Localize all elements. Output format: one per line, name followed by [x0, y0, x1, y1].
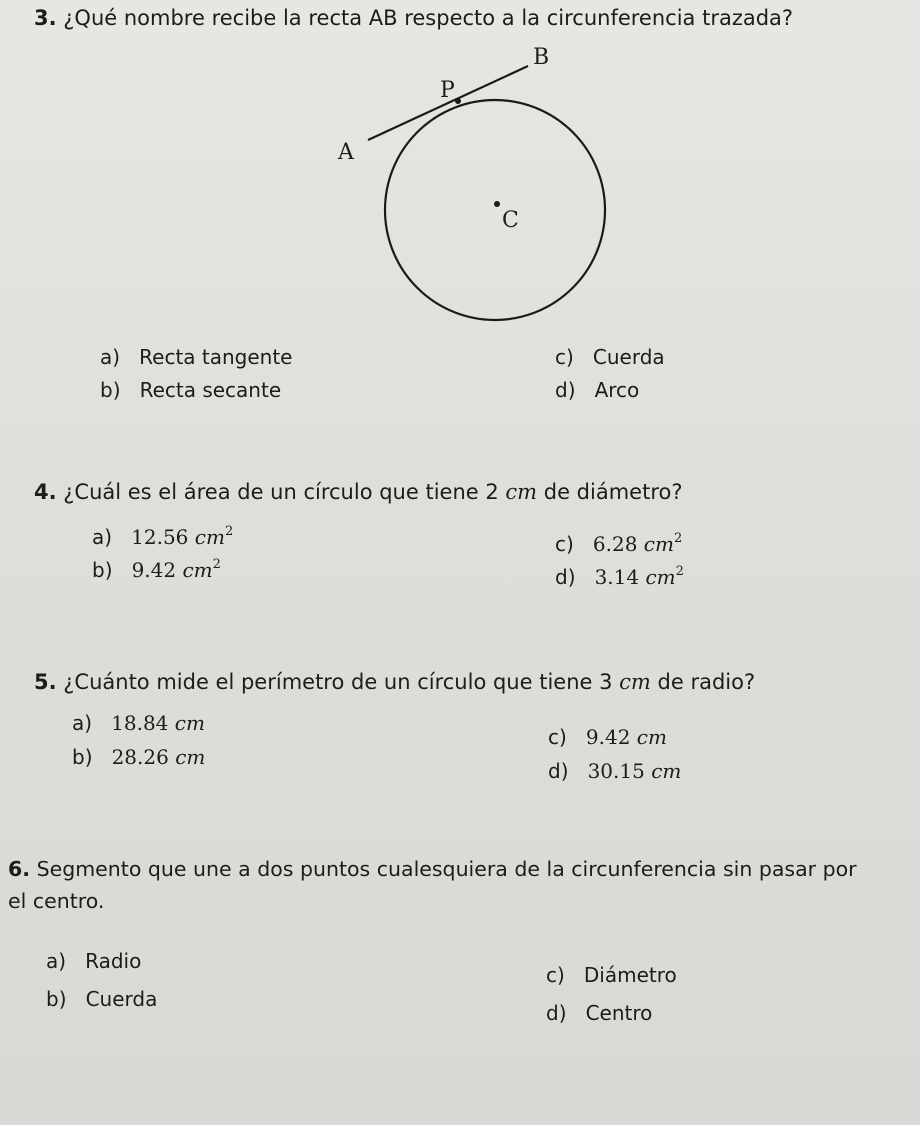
q4-option-c-letter: c)	[555, 532, 574, 556]
label-b: B	[533, 45, 550, 70]
q4-option-c[interactable]	[555, 531, 682, 557]
q4-option-d-letter: d)	[555, 565, 576, 589]
q4-option-b[interactable]	[92, 557, 221, 583]
circumference	[385, 100, 605, 320]
q6-option-b[interactable]	[46, 986, 157, 1012]
question-6	[8, 855, 857, 883]
question-6-number: 6.	[8, 857, 31, 881]
q6-option-d-letter: d)	[546, 1001, 567, 1025]
q4-option-a-exponent: 2	[224, 524, 234, 539]
q3-option-c[interactable]	[555, 344, 665, 370]
question-4-unit: cm	[505, 480, 538, 504]
q6-option-d-text: Centro	[585, 1001, 653, 1025]
q5-option-d-unit: cm	[651, 759, 682, 783]
q5-option-b-letter: b)	[72, 745, 93, 769]
label-c: C	[502, 208, 519, 233]
question-6-line2: el centro.	[8, 889, 105, 913]
point-p	[455, 98, 461, 104]
question-4-number: 4.	[34, 480, 57, 504]
q6-option-b-text: Cuerda	[85, 987, 158, 1011]
q5-option-a-letter: a)	[72, 711, 93, 735]
q5-option-b[interactable]	[72, 744, 205, 770]
question-5-number: 5.	[34, 670, 57, 694]
question-3-text: ¿Qué nombre recibe la recta AB respecto a la circunferencia trazada?	[63, 6, 794, 30]
q5-option-d[interactable]	[548, 758, 681, 784]
q6-option-a-letter: a)	[46, 949, 67, 973]
q5-option-c-letter: c)	[548, 725, 567, 749]
label-a: A	[338, 140, 354, 165]
question-4-text-before: ¿Cuál es el área de un círculo que tiene 2	[56, 480, 506, 504]
q4-option-c-exponent: 2	[673, 531, 683, 546]
q5-option-a-value: 18.84	[111, 711, 169, 735]
q4-option-b-letter: b)	[92, 558, 113, 582]
q5-option-b-value: 28.26	[111, 745, 169, 769]
q6-option-d[interactable]	[546, 1000, 652, 1026]
q4-option-a-unit: cm	[194, 525, 225, 549]
question-6-line1: Segmento que une a dos puntos cualesquiera de la circunferencia sin pasar por	[30, 857, 857, 881]
q5-option-b-unit: cm	[175, 745, 206, 769]
question-5-text-after: de radio?	[650, 670, 756, 694]
q5-option-c[interactable]	[548, 724, 667, 750]
q5-option-d-value: 30.15	[587, 759, 645, 783]
q4-option-c-value: 6.28	[592, 532, 638, 556]
q3-option-c-letter: c)	[555, 345, 574, 369]
q4-option-a-value: 12.56	[131, 525, 189, 549]
label-p: P	[440, 78, 455, 103]
question-3-number: 3.	[34, 6, 57, 30]
question-4-text-after: de diámetro?	[537, 480, 683, 504]
q6-option-c[interactable]	[546, 962, 677, 988]
q3-option-d-text: Arco	[594, 378, 640, 402]
q3-option-b-text: Recta secante	[139, 378, 282, 402]
q3-option-a-text: Recta tangente	[139, 345, 293, 369]
q6-option-c-text: Diámetro	[583, 963, 677, 987]
point-c	[494, 201, 500, 207]
q5-option-c-value: 9.42	[585, 725, 631, 749]
q3-option-a[interactable]	[100, 344, 293, 370]
q6-option-c-letter: c)	[546, 963, 565, 987]
q4-option-c-unit: cm	[643, 532, 674, 556]
q4-option-d[interactable]	[555, 564, 684, 590]
q4-option-a[interactable]	[92, 524, 233, 550]
q4-option-a-letter: a)	[92, 525, 113, 549]
q4-option-d-exponent: 2	[675, 564, 684, 579]
q3-option-c-text: Cuerda	[592, 345, 665, 369]
q4-option-d-unit: cm	[645, 565, 676, 589]
q6-option-a[interactable]	[46, 948, 141, 974]
q3-option-b[interactable]	[100, 377, 281, 403]
q5-option-d-letter: d)	[548, 759, 569, 783]
q4-option-b-exponent: 2	[212, 557, 221, 572]
q6-option-a-text: Radio	[85, 949, 142, 973]
q3-option-b-letter: b)	[100, 378, 121, 402]
q6-option-b-letter: b)	[46, 987, 67, 1011]
question-5-unit: cm	[619, 670, 651, 694]
q4-option-b-value: 9.42	[131, 558, 177, 582]
q4-option-d-value: 3.14	[594, 565, 640, 589]
q3-option-d-letter: d)	[555, 378, 576, 402]
question-4	[34, 478, 683, 506]
q3-option-a-letter: a)	[100, 345, 121, 369]
q4-option-b-unit: cm	[182, 558, 213, 582]
question-5-text-before: ¿Cuánto mide el perímetro de un círculo que tiene 3	[56, 670, 620, 694]
question-5	[34, 668, 755, 696]
q5-option-a-unit: cm	[174, 711, 205, 735]
q5-option-a[interactable]	[72, 710, 205, 736]
q5-option-c-unit: cm	[636, 725, 667, 749]
q3-option-d[interactable]	[555, 377, 639, 403]
